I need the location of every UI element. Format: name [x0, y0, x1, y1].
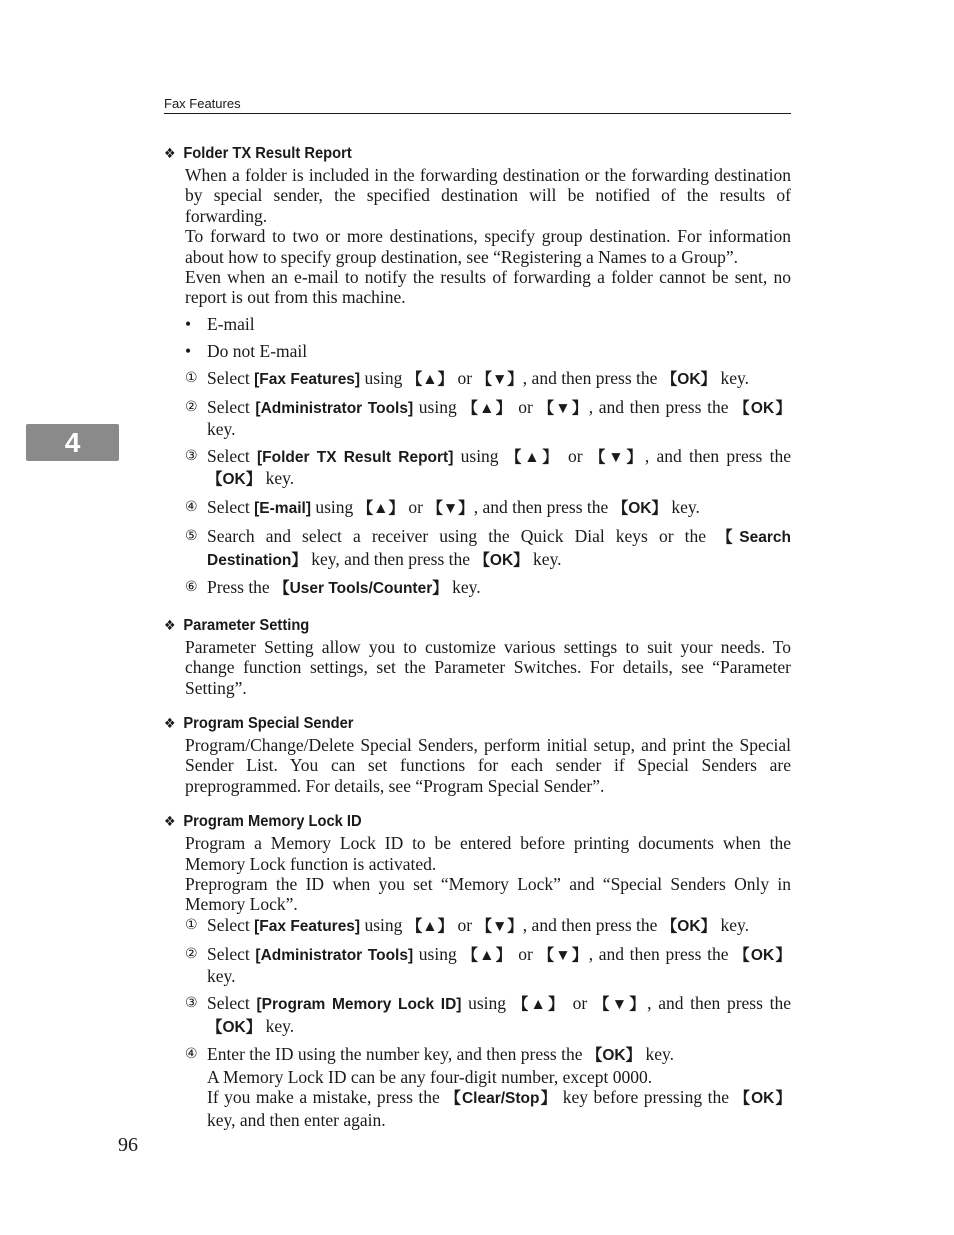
step-number: ④: [185, 499, 198, 516]
step-text-segment: or: [453, 367, 477, 388]
paragraph: To forward to two or more destinations, specify group destination. For information about how to specify group destination, see “Registering a Names to a Group”.: [185, 226, 791, 267]
step-text: [207, 526, 791, 571]
step-item: [185, 446, 791, 491]
step-text-segment: key.: [207, 966, 236, 987]
step-text-segment: key.: [447, 577, 481, 598]
bullet-text: Do not E-mail: [207, 340, 308, 361]
key-label: 【OK】: [207, 1018, 262, 1036]
step-text-segment: key.: [716, 914, 749, 935]
step-text-segment: using: [413, 943, 463, 964]
key-label: 【OK】: [734, 946, 791, 964]
key-label: 【OK】: [661, 370, 717, 388]
paragraph: Even when an e-mail to notify the results of forwarding a folder cannot be sent, no report is out from this machine.: [185, 267, 791, 308]
step-text-segment: or: [565, 993, 594, 1014]
key-label: [Program Memory Lock ID]: [256, 996, 462, 1014]
step-text-segment: key.: [261, 468, 295, 489]
section: [164, 712, 791, 796]
step-number: ③: [185, 447, 198, 464]
step-text-segment: using: [310, 497, 358, 518]
step-text-segment: Select: [207, 497, 255, 518]
section-heading-text: Program Memory Lock ID: [183, 813, 362, 831]
section: [164, 142, 791, 600]
step-text: [207, 368, 791, 390]
key-label: 【OK】: [612, 500, 667, 518]
key-label: [Folder TX Result Report]: [257, 448, 454, 466]
key-label: 【OK】: [474, 551, 529, 569]
step-number: ③: [185, 995, 198, 1012]
step-text-segment: key.: [261, 1015, 295, 1036]
step-text: [207, 446, 791, 491]
section-heading: [164, 142, 741, 165]
step-text-segment: key before pressing the: [557, 1087, 735, 1108]
step-text-segment: , and then press the: [522, 367, 662, 388]
key-label: 【▼】: [476, 917, 523, 935]
page-number: 96: [118, 1134, 138, 1156]
step-text: [207, 944, 791, 987]
step-text-segment: or: [453, 914, 477, 935]
section-heading: [164, 810, 741, 833]
step-text-segment: key, and then enter again.: [207, 1109, 386, 1130]
page-content: [164, 142, 791, 1144]
section-heading-text: Program Special Sender: [183, 715, 354, 733]
key-label: 【▲】: [512, 996, 566, 1014]
step-text: [207, 915, 791, 937]
header-title: Fax Features: [164, 96, 241, 111]
key-label: [Administrator Tools]: [255, 946, 414, 964]
step-text: [207, 993, 791, 1038]
step-text-segment: , and then press the: [644, 445, 792, 466]
step-text-segment: using: [360, 914, 407, 935]
key-label: [E-mail]: [254, 500, 311, 518]
key-label: 【OK】: [734, 1090, 792, 1108]
step-text-segment: Select: [207, 445, 258, 466]
step-number: ⑥: [185, 579, 198, 596]
step-text-segment: Press the: [207, 577, 275, 598]
paragraph: Parameter Setting allow you to customize various settings to suit your needs. To change function settings, set the Parameter Switches. For details, see “Parameter Setting”.: [185, 636, 791, 698]
step-text-segment: using: [413, 396, 463, 417]
step-item: [185, 1044, 791, 1130]
step-number: ⑤: [185, 528, 198, 545]
step-list: [185, 368, 791, 600]
key-label: 【OK】: [734, 399, 791, 417]
key-label: 【▲】: [462, 399, 513, 417]
step-item: [185, 397, 791, 440]
step-text: [207, 1044, 791, 1130]
key-label: 【▲】: [462, 946, 513, 964]
section: [164, 810, 791, 1130]
section-heading-text: Folder TX Result Report: [183, 145, 352, 162]
key-label: 【OK】: [661, 917, 717, 935]
step-text: [207, 397, 791, 440]
step-text-segment: Select: [207, 993, 257, 1014]
paragraph: Program a Memory Lock ID to be entered before printing documents when the Memory Lock function is activated.: [185, 833, 791, 874]
diamond-icon: ❖: [164, 715, 176, 732]
step-text-segment: key.: [666, 497, 700, 518]
key-label: [Fax Features]: [254, 917, 361, 935]
paragraph: When a folder is included in the forwarding destination or the forwarding destination by special sender, the specified destination will be notified of the results of forwarding.: [185, 165, 791, 226]
step-text-segment: Select: [207, 367, 255, 388]
key-label: 【Clear/Stop】: [445, 1090, 558, 1108]
key-label: [Administrator Tools]: [255, 399, 414, 417]
step-item: [185, 577, 791, 599]
step-text-segment: A Memory Lock ID can be any four-digit number, except 0000.: [207, 1066, 653, 1087]
key-label: 【OK】: [207, 471, 262, 489]
step-item: [185, 944, 791, 987]
step-number: ①: [185, 369, 198, 386]
key-label: 【▼】: [476, 370, 523, 388]
step-number: ②: [185, 945, 198, 962]
step-text-segment: , and then press the: [588, 943, 735, 964]
step-item: [185, 526, 791, 571]
step-item: [185, 497, 791, 519]
section-body: [185, 165, 791, 600]
bullet-icon: •: [185, 340, 192, 361]
key-label: 【▲】: [357, 500, 405, 518]
key-label: 【▼】: [538, 946, 589, 964]
section: [164, 614, 791, 698]
step-text-segment: or: [512, 396, 539, 417]
key-label: [Fax Features]: [254, 370, 361, 388]
diamond-icon: ❖: [164, 813, 176, 830]
step-text-segment: Enter the ID using the number key, and then press the: [207, 1044, 587, 1065]
chapter-tab: 4: [26, 424, 119, 461]
step-text-segment: or: [560, 445, 590, 466]
section-body: [185, 735, 791, 796]
step-text-segment: key.: [207, 418, 236, 439]
key-label: 【▼】: [538, 399, 589, 417]
step-text-segment: , and then press the: [647, 993, 791, 1014]
step-list: [185, 915, 791, 1130]
step-number: ①: [185, 916, 198, 933]
step-text-segment: key.: [528, 548, 562, 569]
key-label: 【OK】: [586, 1047, 642, 1065]
step-text-segment: Search and select a receiver using the Quick Dial keys or the: [207, 526, 718, 547]
step-item: [185, 368, 791, 390]
paragraph: Preprogram the ID when you set “Memory Lock” and “Special Senders Only in Memory Lock”.: [185, 874, 791, 915]
step-text-segment: using: [360, 367, 407, 388]
step-item: [185, 993, 791, 1038]
step-text-segment: Select: [207, 943, 256, 964]
key-label: 【▲】: [505, 448, 561, 466]
step-text-segment: If you make a mistake, press the: [207, 1087, 446, 1108]
diamond-icon: ❖: [164, 616, 176, 633]
section-heading: [164, 712, 741, 735]
step-item: [185, 915, 791, 937]
section-body: [185, 637, 791, 698]
section-body: [185, 833, 791, 1130]
page-header: [164, 96, 791, 114]
section-heading-text: Parameter Setting: [183, 616, 310, 634]
key-label: 【▲】: [406, 917, 454, 935]
bullet-icon: •: [185, 313, 192, 334]
diamond-icon: ❖: [164, 145, 176, 161]
step-text-segment: using: [461, 993, 513, 1014]
key-label: 【▼】: [589, 448, 645, 466]
step-text-segment: , and then press the: [588, 396, 735, 417]
key-label: 【Search Destination】: [207, 529, 791, 569]
step-text-segment: key.: [641, 1044, 675, 1065]
step-number: ②: [185, 398, 198, 415]
step-text-segment: key, and then press the: [306, 548, 475, 569]
step-text: [207, 577, 791, 599]
step-text-segment: , and then press the: [473, 497, 613, 518]
step-text: [207, 497, 791, 519]
key-label: 【▲】: [406, 370, 454, 388]
step-text-segment: , and then press the: [522, 914, 662, 935]
step-text-segment: key.: [716, 367, 749, 388]
step-text-segment: or: [404, 497, 428, 518]
step-text-segment: Select: [207, 914, 255, 935]
step-number: ④: [185, 1046, 198, 1063]
bullet-item: [185, 341, 791, 361]
step-text-segment: using: [453, 445, 506, 466]
bullet-item: [185, 314, 791, 334]
paragraph: Program/Change/Delete Special Senders, perform initial setup, and print the Special Sender List. You can set functions for each sender if Special Senders are preprogrammed. For details, see “Program Special Sender”.: [185, 735, 791, 796]
key-label: 【▼】: [427, 500, 474, 518]
key-label: 【▼】: [593, 996, 648, 1014]
key-label: 【User Tools/Counter】: [274, 580, 448, 598]
step-text-segment: or: [512, 943, 539, 964]
bullet-text: E-mail: [207, 313, 255, 334]
bullet-list: [185, 314, 791, 361]
section-heading: [164, 614, 741, 637]
step-text-segment: Select: [207, 396, 256, 417]
